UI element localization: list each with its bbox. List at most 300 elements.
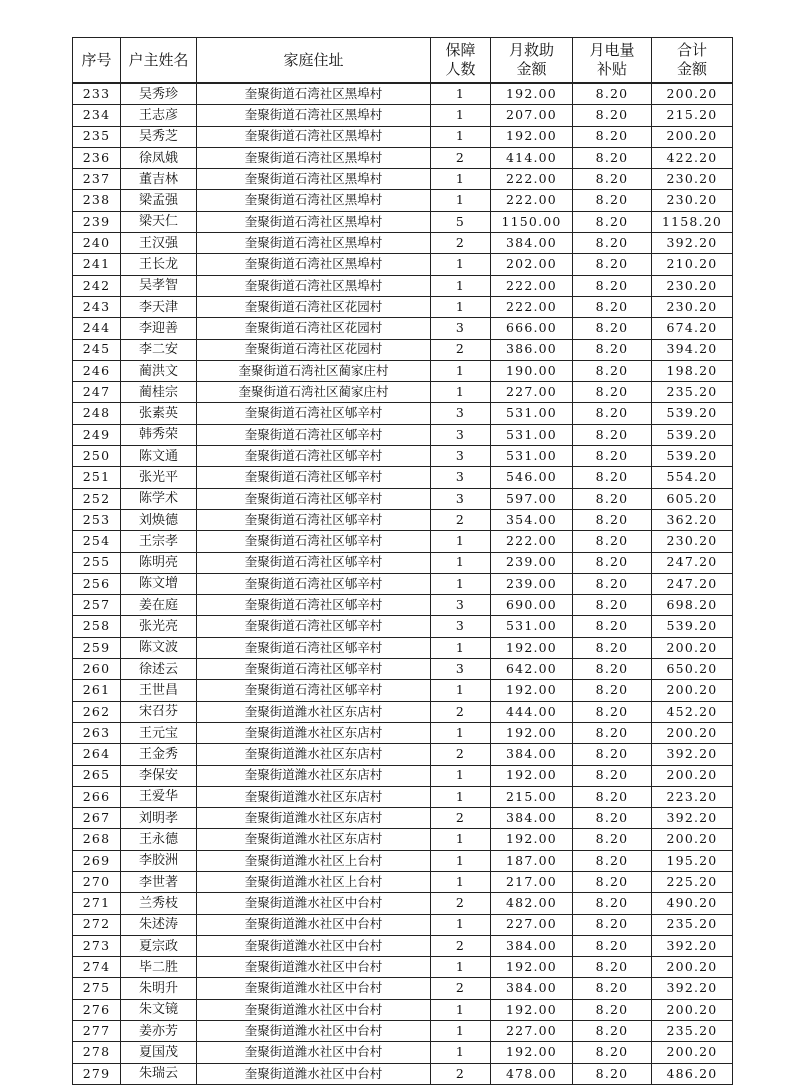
table-row bbox=[73, 1063, 733, 1084]
cell-electricity-subsidy: 8.20 bbox=[573, 509, 652, 530]
cell-address: 奎聚街道石湾社区黑埠村 bbox=[197, 233, 431, 254]
cell-serial: 239 bbox=[73, 211, 121, 232]
cell-monthly-relief: 192.00 bbox=[491, 957, 573, 978]
table-row bbox=[73, 850, 733, 871]
cell-address: 奎聚街道石湾社区郇辛村 bbox=[197, 467, 431, 488]
cell-serial: 263 bbox=[73, 722, 121, 743]
cell-serial: 259 bbox=[73, 637, 121, 658]
cell-covered-people: 2 bbox=[431, 935, 491, 956]
cell-address: 奎聚街道石湾社区郇辛村 bbox=[197, 552, 431, 573]
cell-electricity-subsidy: 8.20 bbox=[573, 233, 652, 254]
table-row bbox=[73, 616, 733, 637]
cell-total: 225.20 bbox=[652, 871, 733, 892]
cell-total: 200.20 bbox=[652, 83, 733, 105]
cell-covered-people: 5 bbox=[431, 211, 491, 232]
cell-covered-people: 1 bbox=[431, 722, 491, 743]
cell-serial: 237 bbox=[73, 169, 121, 190]
cell-covered-people: 1 bbox=[431, 83, 491, 105]
cell-electricity-subsidy: 8.20 bbox=[573, 659, 652, 680]
table-row bbox=[73, 808, 733, 829]
cell-monthly-relief: 478.00 bbox=[491, 1063, 573, 1084]
cell-electricity-subsidy: 8.20 bbox=[573, 318, 652, 339]
cell-electricity-subsidy: 8.20 bbox=[573, 808, 652, 829]
cell-address: 奎聚街道潍水社区中台村 bbox=[197, 1063, 431, 1084]
cell-covered-people: 3 bbox=[431, 446, 491, 467]
cell-electricity-subsidy: 8.20 bbox=[573, 1042, 652, 1063]
table-row bbox=[73, 360, 733, 381]
cell-address: 奎聚街道潍水社区上台村 bbox=[197, 850, 431, 871]
cell-total: 392.20 bbox=[652, 744, 733, 765]
cell-covered-people: 1 bbox=[431, 765, 491, 786]
cell-address: 奎聚街道石湾社区蔺家庄村 bbox=[197, 382, 431, 403]
cell-monthly-relief: 666.00 bbox=[491, 318, 573, 339]
cell-household-name: 王永德 bbox=[121, 829, 197, 850]
cell-serial: 245 bbox=[73, 339, 121, 360]
table-row bbox=[73, 254, 733, 275]
cell-total: 394.20 bbox=[652, 339, 733, 360]
cell-monthly-relief: 531.00 bbox=[491, 403, 573, 424]
header-monthly-relief: 月救助 金额 bbox=[491, 38, 573, 84]
cell-covered-people: 3 bbox=[431, 488, 491, 509]
cell-monthly-relief: 222.00 bbox=[491, 190, 573, 211]
cell-total: 235.20 bbox=[652, 382, 733, 403]
cell-serial: 272 bbox=[73, 914, 121, 935]
header-address: 家庭住址 bbox=[197, 38, 431, 84]
cell-total: 554.20 bbox=[652, 467, 733, 488]
cell-serial: 241 bbox=[73, 254, 121, 275]
table-row bbox=[73, 1042, 733, 1063]
cell-address: 奎聚街道石湾社区郇辛村 bbox=[197, 403, 431, 424]
cell-total: 200.20 bbox=[652, 957, 733, 978]
cell-monthly-relief: 192.00 bbox=[491, 83, 573, 105]
cell-address: 奎聚街道潍水社区东店村 bbox=[197, 808, 431, 829]
cell-monthly-relief: 202.00 bbox=[491, 254, 573, 275]
cell-monthly-relief: 227.00 bbox=[491, 382, 573, 403]
cell-electricity-subsidy: 8.20 bbox=[573, 1021, 652, 1042]
cell-total: 230.20 bbox=[652, 275, 733, 296]
cell-electricity-subsidy: 8.20 bbox=[573, 105, 652, 126]
cell-household-name: 毕二胜 bbox=[121, 957, 197, 978]
cell-covered-people: 2 bbox=[431, 339, 491, 360]
cell-address: 奎聚街道石湾社区郇辛村 bbox=[197, 446, 431, 467]
cell-household-name: 李世著 bbox=[121, 871, 197, 892]
cell-monthly-relief: 482.00 bbox=[491, 893, 573, 914]
cell-serial: 274 bbox=[73, 957, 121, 978]
cell-total: 490.20 bbox=[652, 893, 733, 914]
cell-address: 奎聚街道潍水社区中台村 bbox=[197, 1021, 431, 1042]
table-row bbox=[73, 744, 733, 765]
cell-household-name: 张素英 bbox=[121, 403, 197, 424]
cell-total: 195.20 bbox=[652, 850, 733, 871]
cell-electricity-subsidy: 8.20 bbox=[573, 957, 652, 978]
cell-covered-people: 3 bbox=[431, 318, 491, 339]
cell-electricity-subsidy: 8.20 bbox=[573, 722, 652, 743]
cell-total: 235.20 bbox=[652, 914, 733, 935]
cell-address: 奎聚街道潍水社区东店村 bbox=[197, 722, 431, 743]
cell-household-name: 姜在庭 bbox=[121, 595, 197, 616]
cell-household-name: 朱述涛 bbox=[121, 914, 197, 935]
cell-address: 奎聚街道潍水社区中台村 bbox=[197, 914, 431, 935]
cell-covered-people: 3 bbox=[431, 659, 491, 680]
cell-electricity-subsidy: 8.20 bbox=[573, 339, 652, 360]
cell-household-name: 王金秀 bbox=[121, 744, 197, 765]
cell-monthly-relief: 642.00 bbox=[491, 659, 573, 680]
cell-electricity-subsidy: 8.20 bbox=[573, 573, 652, 594]
cell-covered-people: 1 bbox=[431, 871, 491, 892]
cell-address: 奎聚街道石湾社区黑埠村 bbox=[197, 126, 431, 147]
relief-table bbox=[72, 37, 733, 1085]
table-row bbox=[73, 978, 733, 999]
cell-electricity-subsidy: 8.20 bbox=[573, 424, 652, 445]
cell-covered-people: 1 bbox=[431, 680, 491, 701]
cell-household-name: 梁孟强 bbox=[121, 190, 197, 211]
table-row bbox=[73, 147, 733, 168]
cell-address: 奎聚街道石湾社区黑埠村 bbox=[197, 275, 431, 296]
cell-covered-people: 1 bbox=[431, 254, 491, 275]
cell-serial: 242 bbox=[73, 275, 121, 296]
cell-electricity-subsidy: 8.20 bbox=[573, 126, 652, 147]
cell-serial: 261 bbox=[73, 680, 121, 701]
cell-household-name: 王世昌 bbox=[121, 680, 197, 701]
table-row bbox=[73, 829, 733, 850]
cell-address: 奎聚街道石湾社区郇辛村 bbox=[197, 424, 431, 445]
table-row bbox=[73, 382, 733, 403]
cell-monthly-relief: 227.00 bbox=[491, 1021, 573, 1042]
cell-monthly-relief: 690.00 bbox=[491, 595, 573, 616]
cell-address: 奎聚街道石湾社区郇辛村 bbox=[197, 531, 431, 552]
cell-covered-people: 1 bbox=[431, 382, 491, 403]
cell-household-name: 董吉林 bbox=[121, 169, 197, 190]
table-row bbox=[73, 573, 733, 594]
cell-serial: 255 bbox=[73, 552, 121, 573]
cell-serial: 234 bbox=[73, 105, 121, 126]
cell-household-name: 王长龙 bbox=[121, 254, 197, 275]
cell-monthly-relief: 222.00 bbox=[491, 275, 573, 296]
cell-total: 223.20 bbox=[652, 786, 733, 807]
cell-serial: 264 bbox=[73, 744, 121, 765]
cell-serial: 246 bbox=[73, 360, 121, 381]
cell-household-name: 王元宝 bbox=[121, 722, 197, 743]
table-row bbox=[73, 957, 733, 978]
cell-total: 452.20 bbox=[652, 701, 733, 722]
cell-covered-people: 1 bbox=[431, 637, 491, 658]
cell-serial: 254 bbox=[73, 531, 121, 552]
cell-covered-people: 1 bbox=[431, 829, 491, 850]
cell-total: 362.20 bbox=[652, 509, 733, 530]
cell-monthly-relief: 217.00 bbox=[491, 871, 573, 892]
cell-covered-people: 2 bbox=[431, 978, 491, 999]
cell-electricity-subsidy: 8.20 bbox=[573, 488, 652, 509]
table-row bbox=[73, 595, 733, 616]
cell-address: 奎聚街道石湾社区郇辛村 bbox=[197, 680, 431, 701]
table-row bbox=[73, 871, 733, 892]
cell-covered-people: 1 bbox=[431, 1021, 491, 1042]
cell-address: 奎聚街道石湾社区花园村 bbox=[197, 296, 431, 317]
cell-total: 230.20 bbox=[652, 190, 733, 211]
cell-address: 奎聚街道潍水社区东店村 bbox=[197, 786, 431, 807]
cell-household-name: 梁天仁 bbox=[121, 211, 197, 232]
header-household-name: 户主姓名 bbox=[121, 38, 197, 84]
cell-covered-people: 2 bbox=[431, 509, 491, 530]
cell-covered-people: 3 bbox=[431, 403, 491, 424]
table-row bbox=[73, 509, 733, 530]
cell-monthly-relief: 192.00 bbox=[491, 722, 573, 743]
cell-total: 198.20 bbox=[652, 360, 733, 381]
cell-monthly-relief: 414.00 bbox=[491, 147, 573, 168]
cell-serial: 260 bbox=[73, 659, 121, 680]
cell-monthly-relief: 354.00 bbox=[491, 509, 573, 530]
cell-total: 230.20 bbox=[652, 169, 733, 190]
cell-household-name: 蔺桂宗 bbox=[121, 382, 197, 403]
cell-monthly-relief: 192.00 bbox=[491, 680, 573, 701]
table-row bbox=[73, 552, 733, 573]
cell-covered-people: 3 bbox=[431, 424, 491, 445]
cell-household-name: 吴孝智 bbox=[121, 275, 197, 296]
table-row bbox=[73, 296, 733, 317]
cell-electricity-subsidy: 8.20 bbox=[573, 595, 652, 616]
cell-total: 539.20 bbox=[652, 616, 733, 637]
cell-electricity-subsidy: 8.20 bbox=[573, 382, 652, 403]
cell-monthly-relief: 192.00 bbox=[491, 637, 573, 658]
cell-covered-people: 1 bbox=[431, 296, 491, 317]
cell-total: 200.20 bbox=[652, 829, 733, 850]
table-row bbox=[73, 786, 733, 807]
cell-serial: 257 bbox=[73, 595, 121, 616]
cell-total: 392.20 bbox=[652, 233, 733, 254]
cell-household-name: 宋召芬 bbox=[121, 701, 197, 722]
cell-address: 奎聚街道石湾社区郇辛村 bbox=[197, 509, 431, 530]
cell-monthly-relief: 384.00 bbox=[491, 744, 573, 765]
cell-total: 210.20 bbox=[652, 254, 733, 275]
cell-serial: 279 bbox=[73, 1063, 121, 1084]
cell-total: 247.20 bbox=[652, 552, 733, 573]
cell-monthly-relief: 222.00 bbox=[491, 531, 573, 552]
cell-serial: 266 bbox=[73, 786, 121, 807]
cell-electricity-subsidy: 8.20 bbox=[573, 999, 652, 1020]
cell-total: 200.20 bbox=[652, 680, 733, 701]
cell-address: 奎聚街道石湾社区黑埠村 bbox=[197, 169, 431, 190]
cell-household-name: 蔺洪文 bbox=[121, 360, 197, 381]
cell-electricity-subsidy: 8.20 bbox=[573, 403, 652, 424]
cell-covered-people: 1 bbox=[431, 999, 491, 1020]
cell-household-name: 朱文镜 bbox=[121, 999, 197, 1020]
cell-serial: 265 bbox=[73, 765, 121, 786]
cell-monthly-relief: 384.00 bbox=[491, 808, 573, 829]
cell-electricity-subsidy: 8.20 bbox=[573, 978, 652, 999]
cell-covered-people: 2 bbox=[431, 744, 491, 765]
cell-serial: 238 bbox=[73, 190, 121, 211]
table-row bbox=[73, 318, 733, 339]
cell-electricity-subsidy: 8.20 bbox=[573, 829, 652, 850]
cell-electricity-subsidy: 8.20 bbox=[573, 765, 652, 786]
cell-electricity-subsidy: 8.20 bbox=[573, 871, 652, 892]
cell-address: 奎聚街道石湾社区黑埠村 bbox=[197, 254, 431, 275]
cell-household-name: 吴秀珍 bbox=[121, 83, 197, 105]
cell-household-name: 王爱华 bbox=[121, 786, 197, 807]
cell-covered-people: 2 bbox=[431, 808, 491, 829]
cell-serial: 268 bbox=[73, 829, 121, 850]
cell-covered-people: 1 bbox=[431, 914, 491, 935]
table-row bbox=[73, 914, 733, 935]
table-row bbox=[73, 765, 733, 786]
table-row bbox=[73, 467, 733, 488]
cell-address: 奎聚街道潍水社区上台村 bbox=[197, 871, 431, 892]
cell-total: 230.20 bbox=[652, 531, 733, 552]
table-row bbox=[73, 105, 733, 126]
table-row bbox=[73, 637, 733, 658]
cell-total: 200.20 bbox=[652, 722, 733, 743]
cell-monthly-relief: 192.00 bbox=[491, 1042, 573, 1063]
cell-covered-people: 3 bbox=[431, 595, 491, 616]
cell-covered-people: 1 bbox=[431, 126, 491, 147]
cell-total: 200.20 bbox=[652, 126, 733, 147]
cell-covered-people: 1 bbox=[431, 190, 491, 211]
header-row bbox=[73, 38, 733, 84]
header-serial: 序号 bbox=[73, 38, 121, 84]
cell-serial: 278 bbox=[73, 1042, 121, 1063]
cell-address: 奎聚街道潍水社区中台村 bbox=[197, 893, 431, 914]
table-row bbox=[73, 488, 733, 509]
table-row bbox=[73, 233, 733, 254]
cell-covered-people: 2 bbox=[431, 893, 491, 914]
cell-serial: 252 bbox=[73, 488, 121, 509]
cell-household-name: 刘焕德 bbox=[121, 509, 197, 530]
cell-total: 486.20 bbox=[652, 1063, 733, 1084]
cell-electricity-subsidy: 8.20 bbox=[573, 531, 652, 552]
cell-monthly-relief: 222.00 bbox=[491, 169, 573, 190]
cell-covered-people: 1 bbox=[431, 957, 491, 978]
cell-total: 247.20 bbox=[652, 573, 733, 594]
cell-monthly-relief: 1150.00 bbox=[491, 211, 573, 232]
cell-serial: 251 bbox=[73, 467, 121, 488]
header-covered-people: 保障 人数 bbox=[431, 38, 491, 84]
cell-monthly-relief: 192.00 bbox=[491, 829, 573, 850]
cell-monthly-relief: 239.00 bbox=[491, 552, 573, 573]
cell-household-name: 李保安 bbox=[121, 765, 197, 786]
cell-household-name: 陈文通 bbox=[121, 446, 197, 467]
cell-address: 奎聚街道潍水社区中台村 bbox=[197, 1042, 431, 1063]
cell-serial: 276 bbox=[73, 999, 121, 1020]
cell-serial: 277 bbox=[73, 1021, 121, 1042]
cell-covered-people: 2 bbox=[431, 701, 491, 722]
cell-household-name: 李迎善 bbox=[121, 318, 197, 339]
cell-household-name: 陈明亮 bbox=[121, 552, 197, 573]
cell-household-name: 刘明孝 bbox=[121, 808, 197, 829]
cell-electricity-subsidy: 8.20 bbox=[573, 467, 652, 488]
cell-covered-people: 3 bbox=[431, 467, 491, 488]
cell-total: 1158.20 bbox=[652, 211, 733, 232]
table-row bbox=[73, 446, 733, 467]
cell-total: 698.20 bbox=[652, 595, 733, 616]
cell-electricity-subsidy: 8.20 bbox=[573, 701, 652, 722]
cell-total: 650.20 bbox=[652, 659, 733, 680]
cell-household-name: 张光平 bbox=[121, 467, 197, 488]
table-row bbox=[73, 1021, 733, 1042]
cell-address: 奎聚街道石湾社区黑埠村 bbox=[197, 211, 431, 232]
cell-household-name: 徐述云 bbox=[121, 659, 197, 680]
cell-electricity-subsidy: 8.20 bbox=[573, 83, 652, 105]
cell-address: 奎聚街道潍水社区东店村 bbox=[197, 744, 431, 765]
cell-household-name: 夏宗政 bbox=[121, 935, 197, 956]
cell-address: 奎聚街道石湾社区郇辛村 bbox=[197, 488, 431, 509]
cell-total: 200.20 bbox=[652, 765, 733, 786]
cell-monthly-relief: 384.00 bbox=[491, 233, 573, 254]
cell-serial: 269 bbox=[73, 850, 121, 871]
cell-monthly-relief: 531.00 bbox=[491, 446, 573, 467]
cell-monthly-relief: 384.00 bbox=[491, 978, 573, 999]
cell-electricity-subsidy: 8.20 bbox=[573, 275, 652, 296]
cell-covered-people: 1 bbox=[431, 531, 491, 552]
table-row bbox=[73, 659, 733, 680]
table-row bbox=[73, 211, 733, 232]
cell-monthly-relief: 192.00 bbox=[491, 765, 573, 786]
cell-address: 奎聚街道石湾社区郇辛村 bbox=[197, 573, 431, 594]
cell-address: 奎聚街道石湾社区郇辛村 bbox=[197, 595, 431, 616]
cell-covered-people: 1 bbox=[431, 275, 491, 296]
table-row bbox=[73, 126, 733, 147]
table-row bbox=[73, 999, 733, 1020]
cell-total: 392.20 bbox=[652, 935, 733, 956]
cell-household-name: 夏国茂 bbox=[121, 1042, 197, 1063]
cell-covered-people: 3 bbox=[431, 616, 491, 637]
cell-monthly-relief: 531.00 bbox=[491, 616, 573, 637]
cell-monthly-relief: 227.00 bbox=[491, 914, 573, 935]
cell-serial: 275 bbox=[73, 978, 121, 999]
cell-serial: 240 bbox=[73, 233, 121, 254]
table-row bbox=[73, 424, 733, 445]
cell-address: 奎聚街道潍水社区东店村 bbox=[197, 829, 431, 850]
cell-total: 230.20 bbox=[652, 296, 733, 317]
cell-electricity-subsidy: 8.20 bbox=[573, 680, 652, 701]
cell-electricity-subsidy: 8.20 bbox=[573, 637, 652, 658]
cell-serial: 253 bbox=[73, 509, 121, 530]
cell-monthly-relief: 597.00 bbox=[491, 488, 573, 509]
cell-monthly-relief: 190.00 bbox=[491, 360, 573, 381]
cell-serial: 247 bbox=[73, 382, 121, 403]
cell-serial: 248 bbox=[73, 403, 121, 424]
cell-household-name: 王汉强 bbox=[121, 233, 197, 254]
cell-total: 200.20 bbox=[652, 1042, 733, 1063]
cell-electricity-subsidy: 8.20 bbox=[573, 744, 652, 765]
cell-total: 235.20 bbox=[652, 1021, 733, 1042]
cell-serial: 249 bbox=[73, 424, 121, 445]
table-header bbox=[73, 38, 733, 84]
cell-address: 奎聚街道潍水社区东店村 bbox=[197, 765, 431, 786]
cell-electricity-subsidy: 8.20 bbox=[573, 786, 652, 807]
cell-monthly-relief: 384.00 bbox=[491, 935, 573, 956]
cell-electricity-subsidy: 8.20 bbox=[573, 893, 652, 914]
cell-household-name: 李二安 bbox=[121, 339, 197, 360]
cell-covered-people: 1 bbox=[431, 786, 491, 807]
cell-electricity-subsidy: 8.20 bbox=[573, 296, 652, 317]
cell-address: 奎聚街道潍水社区东店村 bbox=[197, 701, 431, 722]
cell-covered-people: 1 bbox=[431, 552, 491, 573]
cell-total: 392.20 bbox=[652, 808, 733, 829]
cell-household-name: 陈学术 bbox=[121, 488, 197, 509]
cell-electricity-subsidy: 8.20 bbox=[573, 914, 652, 935]
table-row bbox=[73, 722, 733, 743]
cell-monthly-relief: 444.00 bbox=[491, 701, 573, 722]
cell-address: 奎聚街道潍水社区中台村 bbox=[197, 957, 431, 978]
cell-monthly-relief: 546.00 bbox=[491, 467, 573, 488]
cell-household-name: 陈文波 bbox=[121, 637, 197, 658]
cell-household-name: 王志彦 bbox=[121, 105, 197, 126]
cell-covered-people: 1 bbox=[431, 169, 491, 190]
cell-address: 奎聚街道石湾社区黑埠村 bbox=[197, 105, 431, 126]
cell-serial: 243 bbox=[73, 296, 121, 317]
cell-monthly-relief: 239.00 bbox=[491, 573, 573, 594]
cell-total: 392.20 bbox=[652, 978, 733, 999]
